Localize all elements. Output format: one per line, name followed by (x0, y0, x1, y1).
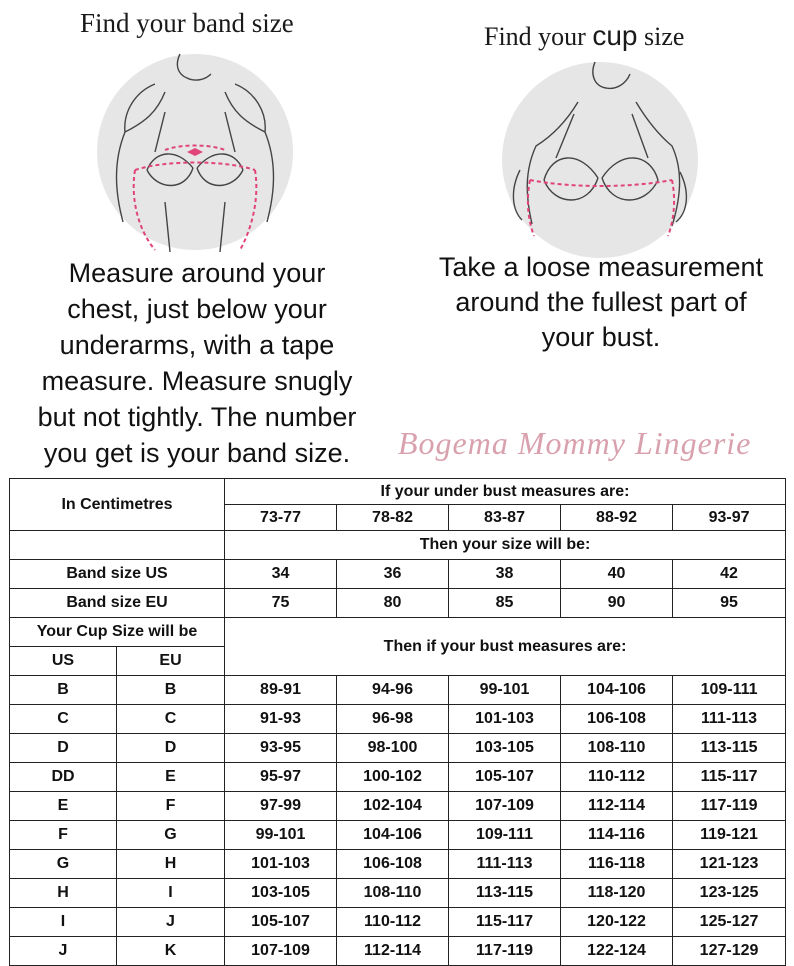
under-bust-header: If your under bust measures are: (225, 479, 786, 505)
bust-range-value: 104-106 (561, 676, 673, 705)
band-eu-label: Band size EU (10, 589, 225, 618)
cup-us-value: H (10, 879, 117, 908)
cup-size-row (10, 792, 786, 821)
bust-range-value: 120-122 (561, 908, 673, 937)
under-bust-range: 88-92 (561, 505, 673, 531)
bust-range-value: 102-104 (337, 792, 449, 821)
cup-us-value: B (10, 676, 117, 705)
bust-range-value: 115-117 (673, 763, 786, 792)
bust-range-value: 113-115 (449, 879, 561, 908)
bust-range-value: 125-127 (673, 908, 786, 937)
under-bust-range: 78-82 (337, 505, 449, 531)
band-eu-value: 85 (449, 589, 561, 618)
bust-range-value: 106-108 (337, 850, 449, 879)
band-us-value: 36 (337, 560, 449, 589)
cup-size-row (10, 705, 786, 734)
band-us-value: 38 (449, 560, 561, 589)
band-instruction-line: chest, just below your (67, 294, 327, 324)
bust-range-value: 121-123 (673, 850, 786, 879)
cup-us-value: G (10, 850, 117, 879)
bust-range-value: 122-124 (561, 937, 673, 966)
band-instruction-line: but not tightly. The number (37, 402, 357, 432)
bust-range-value: 91-93 (225, 705, 337, 734)
bust-range-value: 94-96 (337, 676, 449, 705)
bust-range-value: 111-113 (673, 705, 786, 734)
bust-range-value: 117-119 (673, 792, 786, 821)
bust-range-value: 98-100 (337, 734, 449, 763)
bust-range-value: 105-107 (449, 763, 561, 792)
bust-range-value: 110-112 (561, 763, 673, 792)
cup-us-value: C (10, 705, 117, 734)
band-us-value: 40 (561, 560, 673, 589)
in-centimetres-label: In Centimetres (10, 479, 225, 531)
brand-logo: Bogema Mommy Lingerie (398, 425, 752, 461)
bust-range-value: 99-101 (225, 821, 337, 850)
cup-eu-value: K (117, 937, 225, 966)
cup-title-post: size (644, 22, 685, 51)
band-instruction-line: underarms, with a tape (59, 330, 335, 360)
bust-range-value: 96-98 (337, 705, 449, 734)
eu-column-label: EU (117, 647, 225, 676)
size-chart-table (9, 478, 786, 966)
cup-size-row (10, 734, 786, 763)
cup-eu-value: J (117, 908, 225, 937)
bust-range-value: 108-110 (337, 879, 449, 908)
cup-us-value: DD (10, 763, 117, 792)
bust-range-value: 109-111 (449, 821, 561, 850)
cup-eu-value: E (117, 763, 225, 792)
cup-instruction-line: Take a loose measurement (438, 252, 764, 282)
band-eu-value: 75 (225, 589, 337, 618)
under-bust-range: 73-77 (225, 505, 337, 531)
band-instruction-line: you get is your band size. (43, 438, 351, 468)
bust-range-value: 104-106 (337, 821, 449, 850)
under-bust-range: 93-97 (673, 505, 786, 531)
bust-range-value: 95-97 (225, 763, 337, 792)
cup-eu-value: B (117, 676, 225, 705)
bust-measures-header: Then if your bust measures are: (225, 618, 786, 676)
band-size-title: Find your band size (80, 8, 294, 38)
bust-range-value: 116-118 (561, 850, 673, 879)
bust-range-value: 97-99 (225, 792, 337, 821)
cup-size-row (10, 908, 786, 937)
cup-eu-value: F (117, 792, 225, 821)
bust-range-value: 89-91 (225, 676, 337, 705)
cup-instructions (408, 250, 794, 355)
cup-size-row (10, 937, 786, 966)
band-instructions (12, 255, 382, 471)
cup-instruction-line: around the fullest part of (455, 287, 747, 317)
bust-range-value: 114-116 (561, 821, 673, 850)
cup-title-word: cup (592, 20, 638, 51)
bust-range-value: 109-111 (673, 676, 786, 705)
band-eu-value: 90 (561, 589, 673, 618)
bust-range-value: 101-103 (449, 705, 561, 734)
cup-size-row (10, 879, 786, 908)
bust-range-value: 99-101 (449, 676, 561, 705)
band-us-value: 34 (225, 560, 337, 589)
cup-size-row (10, 763, 786, 792)
cup-size-row (10, 821, 786, 850)
cup-eu-value: H (117, 850, 225, 879)
cup-eu-value: D (117, 734, 225, 763)
cup-size-label: Your Cup Size will be (10, 618, 225, 647)
under-bust-range: 83-87 (449, 505, 561, 531)
cup-instruction-line: your bust. (541, 322, 661, 352)
band-measure-illustration (95, 52, 295, 252)
bust-range-value: 118-120 (561, 879, 673, 908)
bust-range-value: 112-114 (337, 937, 449, 966)
band-us-label: Band size US (10, 560, 225, 589)
cup-measure-illustration (500, 60, 700, 260)
bust-range-value: 110-112 (337, 908, 449, 937)
bust-range-value: 103-105 (449, 734, 561, 763)
band-instruction-line: Measure around your (68, 258, 326, 288)
band-eu-value: 80 (337, 589, 449, 618)
cup-size-title (484, 20, 684, 52)
us-column-label: US (10, 647, 117, 676)
bust-range-value: 107-109 (225, 937, 337, 966)
cup-title-pre: Find your (484, 22, 586, 51)
cup-us-value: E (10, 792, 117, 821)
cup-us-value: I (10, 908, 117, 937)
cup-eu-value: I (117, 879, 225, 908)
bust-range-value: 111-113 (449, 850, 561, 879)
cup-eu-value: C (117, 705, 225, 734)
band-instruction-line: measure. Measure snugly (41, 366, 353, 396)
bust-range-value: 108-110 (561, 734, 673, 763)
cup-eu-value: G (117, 821, 225, 850)
bust-range-value: 127-129 (673, 937, 786, 966)
bust-range-value: 103-105 (225, 879, 337, 908)
bust-range-value: 106-108 (561, 705, 673, 734)
bust-range-value: 115-117 (449, 908, 561, 937)
cup-size-row (10, 676, 786, 705)
cup-size-row (10, 850, 786, 879)
bust-range-value: 107-109 (449, 792, 561, 821)
cup-us-value: F (10, 821, 117, 850)
bust-range-value: 123-125 (673, 879, 786, 908)
blank-cell (10, 531, 225, 560)
band-us-value: 42 (673, 560, 786, 589)
bust-range-value: 105-107 (225, 908, 337, 937)
cup-us-value: J (10, 937, 117, 966)
bust-range-value: 117-119 (449, 937, 561, 966)
size-will-be-header: Then your size will be: (225, 531, 786, 560)
bust-range-value: 112-114 (561, 792, 673, 821)
bust-range-value: 113-115 (673, 734, 786, 763)
bust-range-value: 100-102 (337, 763, 449, 792)
bust-range-value: 119-121 (673, 821, 786, 850)
cup-us-value: D (10, 734, 117, 763)
bust-range-value: 101-103 (225, 850, 337, 879)
band-eu-value: 95 (673, 589, 786, 618)
bust-range-value: 93-95 (225, 734, 337, 763)
